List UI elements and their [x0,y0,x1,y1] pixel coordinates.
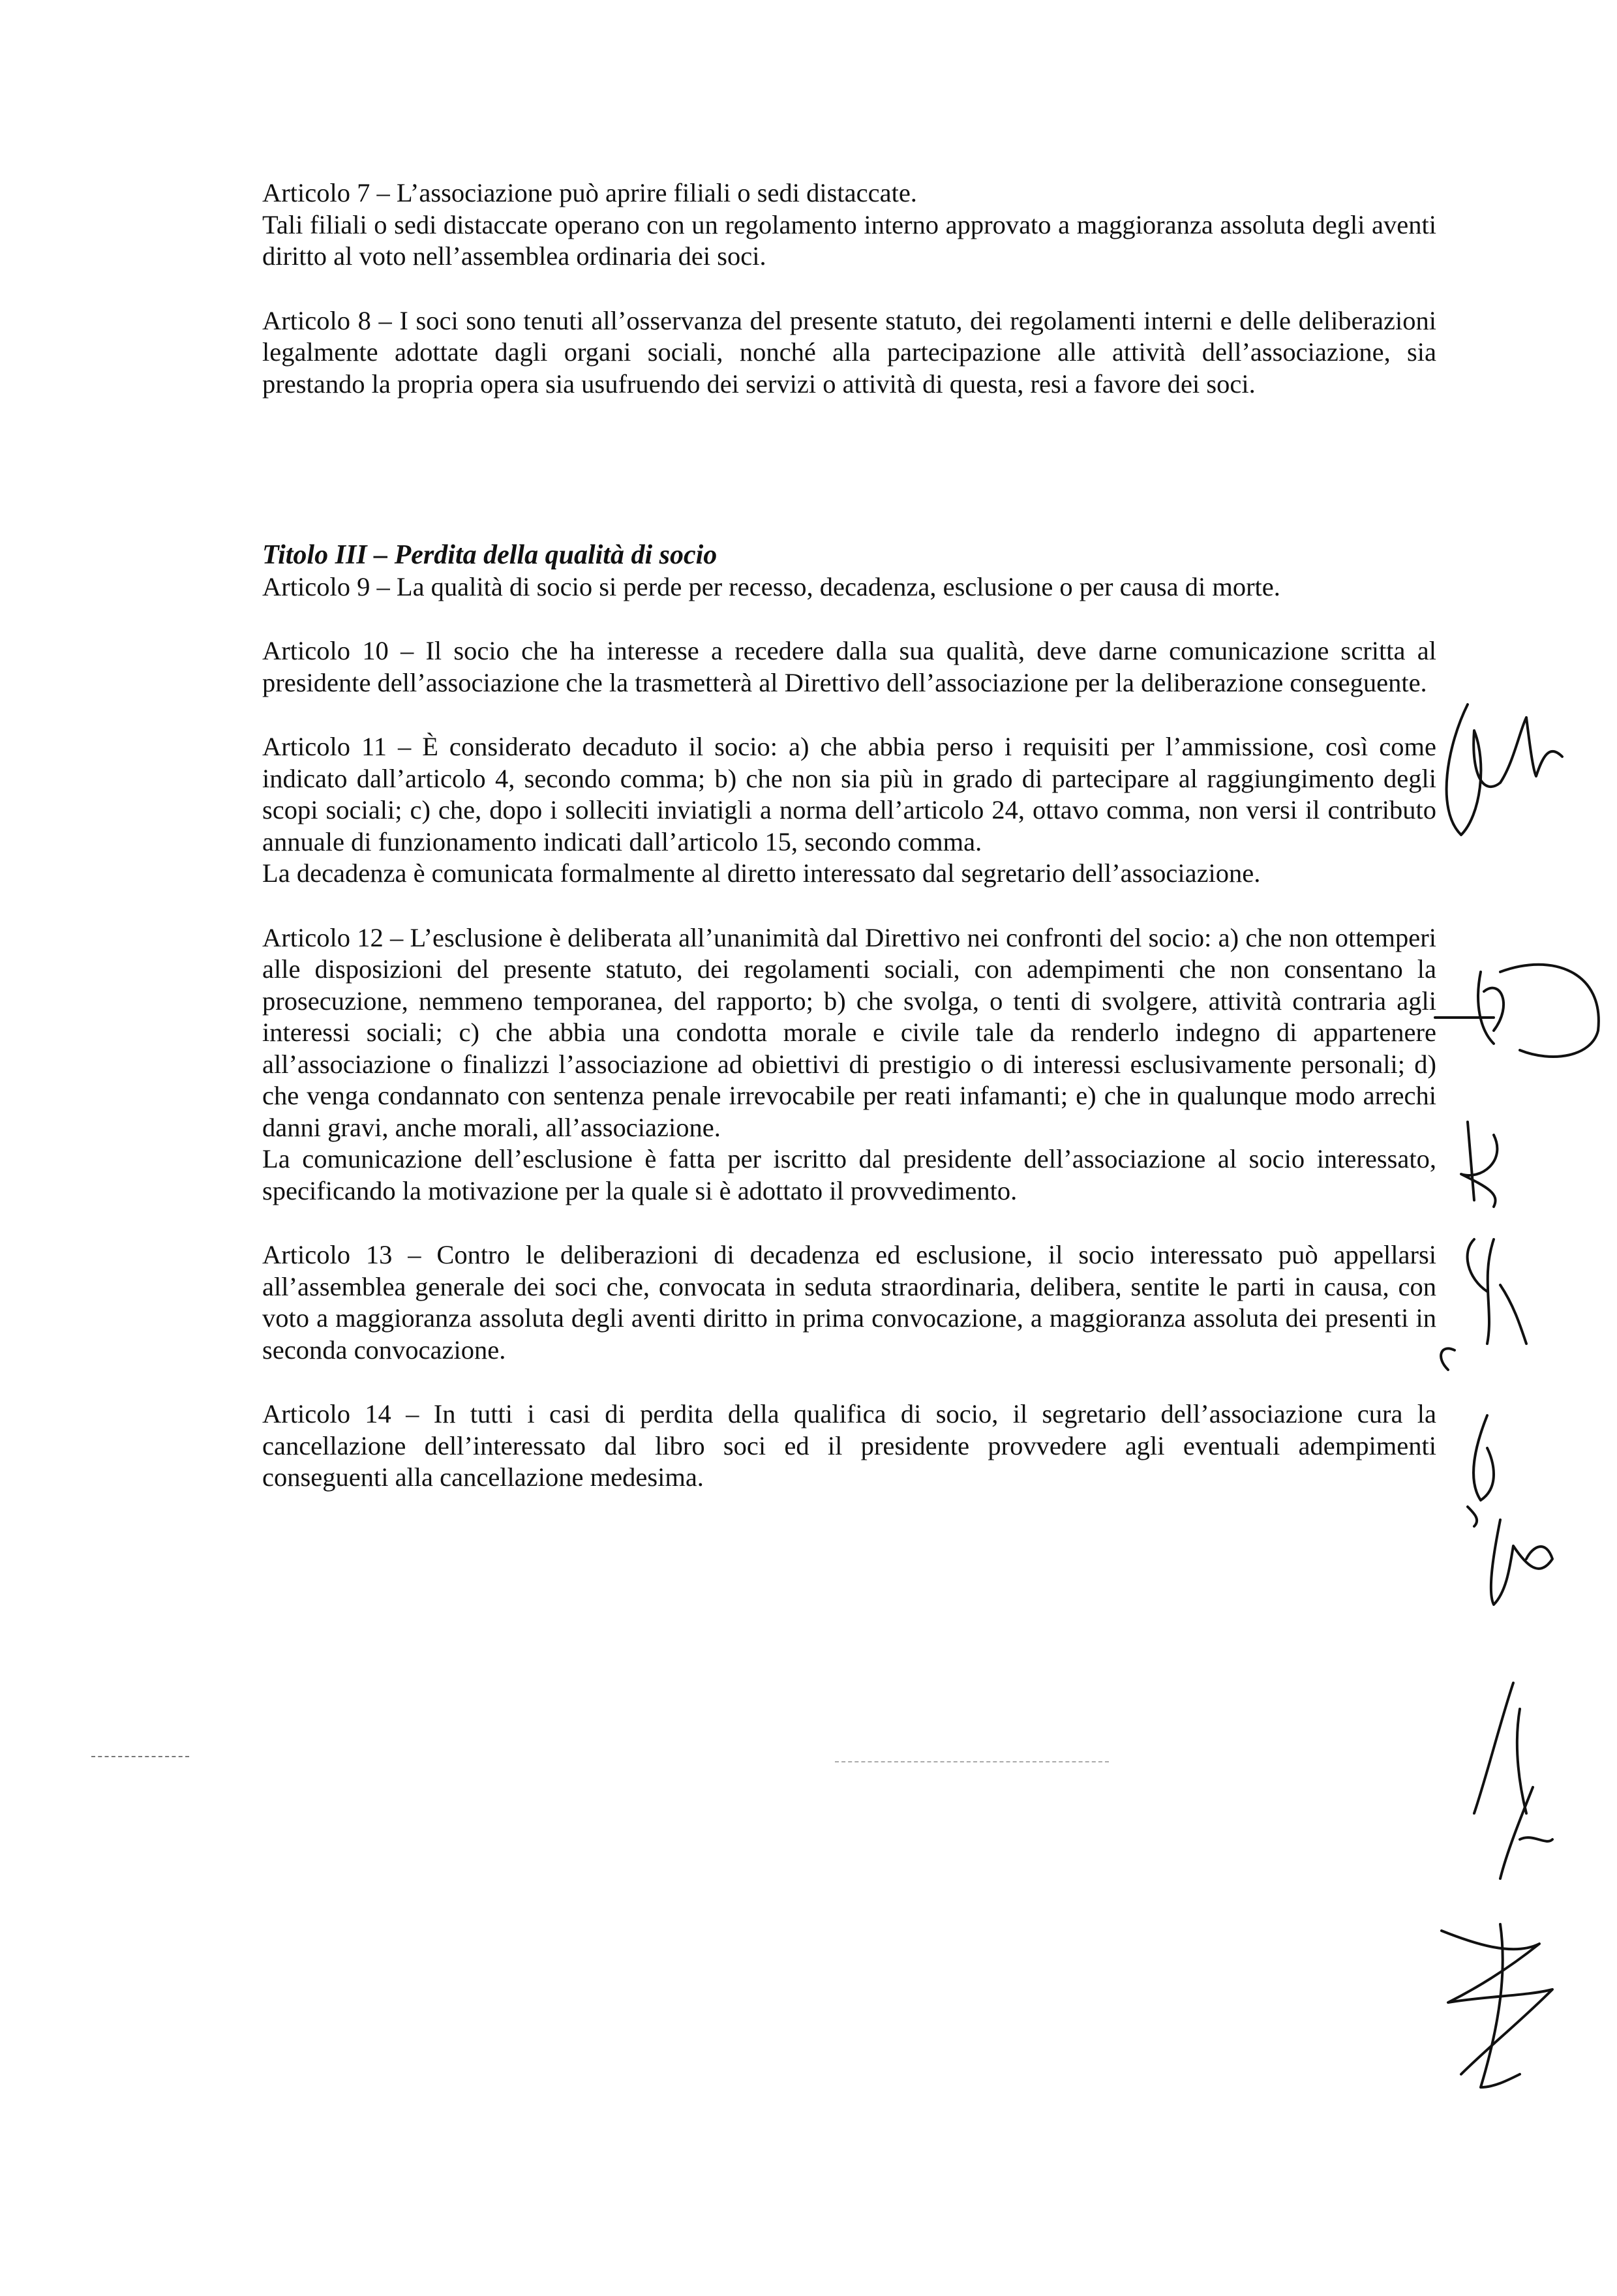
article-14-text: Articolo 14 – In tutti i casi di perdita della qualifica di socio, il segretario dell’associazione cura la cancellazione dell’interessato dal libro soci ed il presidente provvedere agli eventuali adempimenti conseguenti alla cancellazione medesima. [262,1399,1436,1492]
signature-2 [1435,965,1599,1057]
article-12-comunicazione: La comunicazione dell’esclusione è fatta per iscritto dal presidente dell’associazione al socio interessato, specificando la motivazione per la quale si è adottato il provvedimento. [262,1144,1436,1205]
article-13-text: Articolo 13 – Contro le deliberazioni di decadenza ed esclusione, il socio interessato può appellarsi all’assemblea generale dei soci che, convocata in seduta straordinaria, delibera, sentite le parti in causa, con voto a maggioranza assoluta degli aventi diritto in prima convocazione, a maggioranza assoluta dei presenti in seconda convocazione. [262,1240,1436,1365]
article-7-line-2: Tali filiali o sedi distaccate operano con un regolamento interno approvato a maggioranza assoluta degli aventi diritto al voto nell’assemblea ordinaria dei soci. [262,209,1436,271]
article-8 [262,305,1436,400]
signature-4 [1468,1415,1552,1605]
scan-artifact-left [91,1756,189,1757]
margin-signatures [1422,665,1617,2296]
document-body [262,177,1436,1526]
article-10-text: Articolo 10 – Il socio che ha interesse a recedere dalla sua qualità, deve darne comunicazione scritta al presidente dell’associazione che la trasmetterà al Direttivo dell’associazione per la deliberazione conseguente. [262,636,1436,697]
signature-5 [1474,1683,1552,1879]
article-11 [262,731,1436,890]
signature-6 [1442,1924,1552,2087]
article-14 [262,1398,1436,1494]
article-10 [262,635,1436,699]
article-11-text: Articolo 11 – È considerato decaduto il socio: a) che abbia perso i requisiti per l’ammissione, così come indicato dall’articolo 4, secondo comma; b) che non sia più in grado di partecipare al raggiungimento degli scopi sociali; c) che, dopo i solleciti inviatigli a norma dell’articolo 24, ottavo comma, non versi il contributo annuale di funzionamento indicati dall’articolo 15, secondo comma. [262,732,1436,856]
signature-1 [1447,704,1562,835]
article-8-text: Articolo 8 – I soci sono tenuti all’osservanza del presente statuto, dei regolamenti interni e delle deliberazioni legalmente adottate dagli organi sociali, nonché alla partecipazione alle attività dell’associazione, sia prestando la propria opera sia usufruendo dei servizi o attività di questa, resi a favore dei soci. [262,305,1436,399]
signature-3 [1441,1122,1526,1370]
article-7 [262,177,1436,273]
article-12-text: Articolo 12 – L’esclusione è deliberata all’unanimità dal Direttivo nei confronti del socio: a) che non ottemperi alle disposizioni del presente statuto, dei regolamenti sociali, con adempimenti che non consentano la prosecuzione, nemmeno temporanea, del rapporto; b) che svolga, o tenti di svolgere, attività contraria agli interessi sociali; c) che abbia una condotta morale e civile tale da renderlo indegno di appartenere all’associazione o finalizzi l’associazione ad obiettivi di prestigio o di interessi esclusivamente personali; d) che venga condannato con sentenza penale irrevocabile per reati infamanti; e) che in qualunque modo arrechi danni gravi, anche morali, all’associazione. [262,922,1436,1142]
article-7-line-1: Articolo 7 – L’associazione può aprire filiali o sedi distaccate. [262,178,917,207]
article-9 [262,571,1436,603]
section-title: Titolo III – Perdita della qualità di socio [262,540,718,570]
scan-artifact-bottom [835,1761,1109,1762]
article-9-text: Articolo 9 – La qualità di socio si perde per recesso, decadenza, esclusione o per causa di morte. [262,571,1280,601]
article-11-decadenza: La decadenza è comunicata formalmente al diretto interessato dal segretario dell’associazione. [262,858,1261,888]
article-12 [262,922,1436,1207]
article-13 [262,1239,1436,1366]
